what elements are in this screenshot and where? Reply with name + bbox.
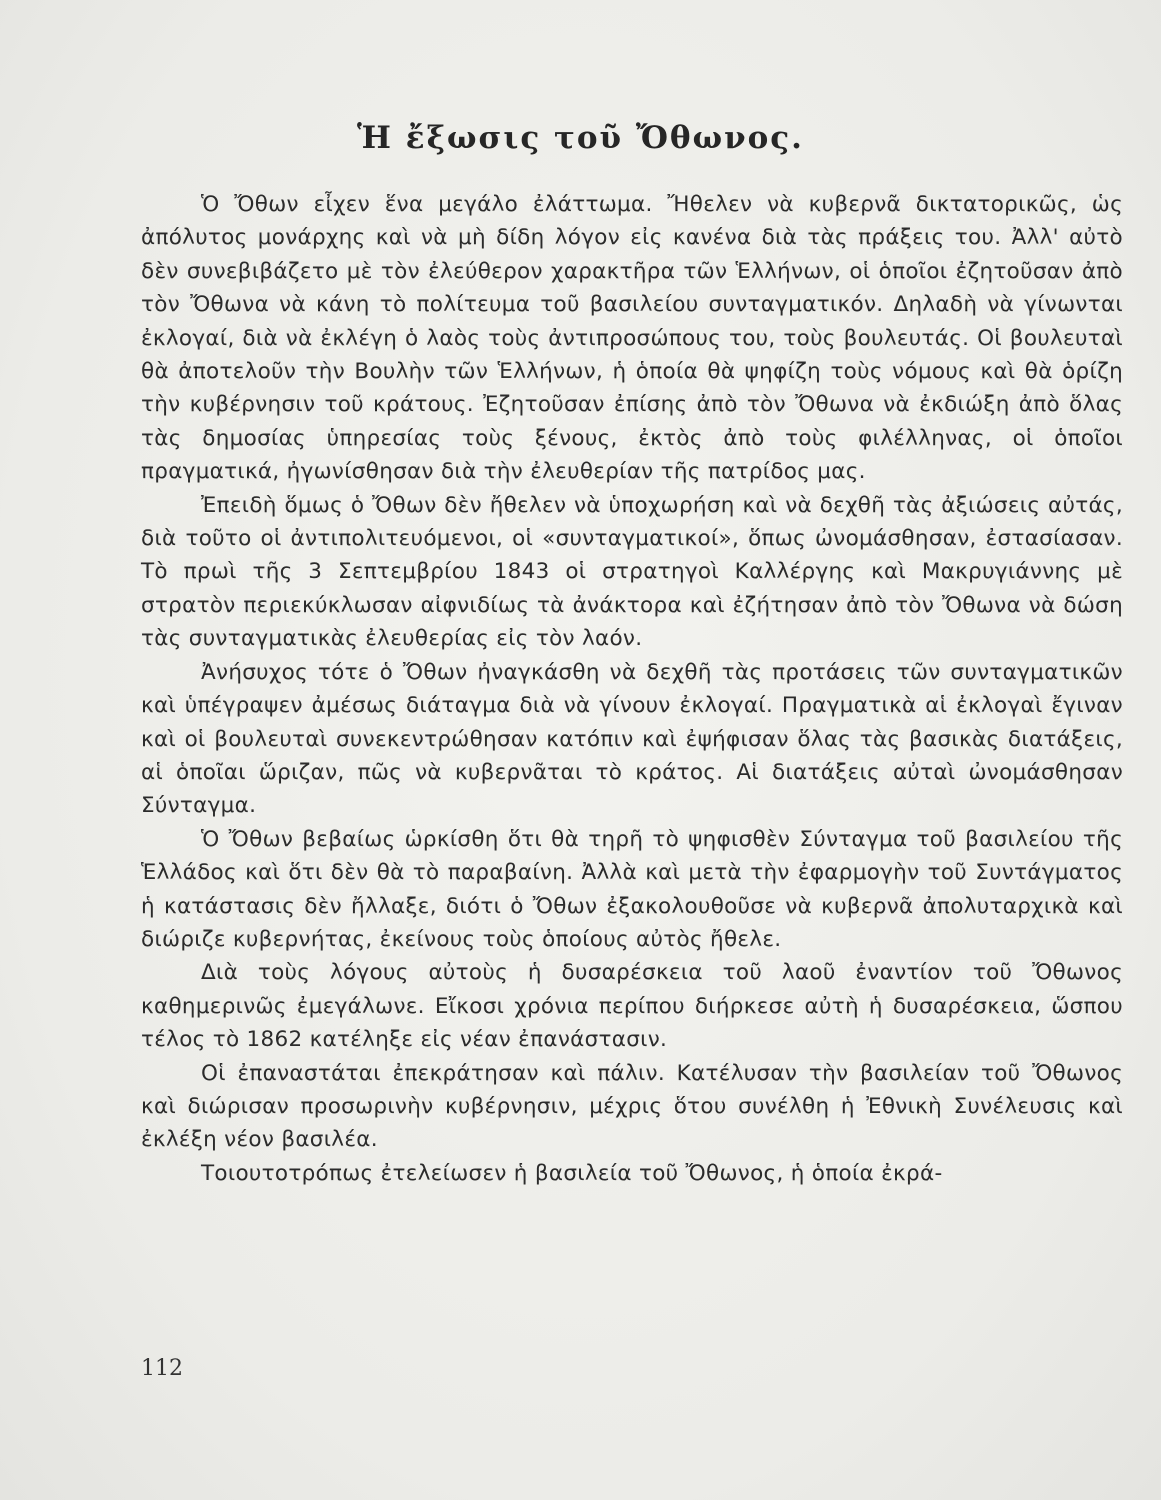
paragraph-1: Ὁ Ὄθων εἶχεν ἕνα μεγάλο ἐλάττωμα. Ἤθελεν νὰ κυβερνᾶ δικτατορικῶς, ὡς ἀπόλυτος μονάρχης καὶ νὰ μὴ δίδη λόγον εἰς κανένα διὰ τὰς πράξεις του. Ἀλλ' αὐτὸ δὲν συνεβιβάζετο μὲ τὸν ἐλεύθερον χαρακτῆρα τῶν Ἑλλήνων, οἱ ὁποῖοι ἐζητοῦσαν ἀπὸ τὸν Ὄθωνα νὰ κάνη τὸ πολίτευμα τοῦ βασιλείου συνταγματικόν. Δηλαδὴ νὰ γίνωνται ἐκλογαί, διὰ νὰ ἐκλέγη ὁ λαὸς τοὺς ἀντιπροσώπους του, τοὺς βουλευτάς. Οἱ βουλευταὶ θὰ ἀποτελοῦν τὴν Βουλὴν τῶν Ἑλλήνων, ἡ ὁποία θὰ ψηφίζη τοὺς νόμους καὶ θὰ ὁρίζη τὴν κυβέρνησιν τοῦ κράτους. Ἐζητοῦσαν ἐπίσης ἀπὸ τὸν Ὄθωνα νὰ ἐκδιώξη ἀπὸ ὅλας τὰς δημοσίας ὑπηρεσίας τοὺς ξένους, ἐκτὸς ἀπὸ τοὺς φιλέλληνας, οἱ ὁποῖοι πραγματικά, ἠγωνίσθησαν διὰ τὴν ἐλευθερίαν τῆς πατρίδος μας. [141, 192, 1123, 485]
paragraph-6: Οἱ ἐπαναστάται ἐπεκράτησαν καὶ πάλιν. Κατέλυσαν τὴν βασιλείαν τοῦ Ὄθωνος καὶ διώρισαν προσωρινὴν κυβέρνησιν, μέχρις ὅτου συνέλθη ἡ Ἐθνικὴ Συνέλευσις καὶ ἐκλέξη νέον βασιλέα. [141, 1060, 1123, 1153]
body-text [141, 188, 1123, 1190]
paragraph-3: Ἀνήσυχος τότε ὁ Ὄθων ἠναγκάσθη νὰ δεχθῆ τὰς προτάσεις τῶν συνταγματικῶν καὶ ὑπέγραψεν ἀμέσως διάταγμα διὰ νὰ γίνουν ἐκλογαί. Πραγματικὰ αἱ ἐκλογαὶ ἔγιναν καὶ οἱ βουλευταὶ συνεκεντρώθησαν κατόπιν καὶ ἐψήφισαν ὅλας τὰς βασικὰς διατάξεις, αἱ ὁποῖαι ὥριζαν, πῶς νὰ κυβερνᾶται τὸ κράτος. Αἱ διατάξεις αὐταὶ ὠνομάσθησαν Σύνταγμα. [141, 659, 1123, 819]
chapter-title: Ἡ ἔξωσις τοῦ Ὄθωνος. [357, 120, 804, 156]
paragraph-2: Ἐπειδὴ ὅμως ὁ Ὄθων δὲν ἤθελεν νὰ ὑποχωρήση καὶ νὰ δεχθῆ τὰς ἀξιώσεις αὐτάς, διὰ τοῦτο οἱ ἀντιπολιτευόμενοι, οἱ «συνταγματικοί», ὅπως ὠνομάσθησαν, ἐστασίασαν. Τὸ πρωὶ τῆς 3 Σεπτεμβρίου 1843 οἱ στρατηγοὶ Καλλέργης καὶ Μακρυγιάννης μὲ στρατὸν περιεκύκλωσαν αἰφνιδίως τὰ ἀνάκτορα καὶ ἐζήτησαν ἀπὸ τὸν Ὄθωνα νὰ δώση τὰς συνταγματικὰς ἐλευθερίας εἰς τὸν λαόν. [141, 492, 1123, 652]
page-number: 112 [141, 1356, 183, 1381]
paragraph-5: Διὰ τοὺς λόγους αὐτοὺς ἡ δυσαρέσκεια τοῦ λαοῦ ἐναντίον τοῦ Ὄθωνος καθημερινῶς ἐμεγάλωνε. Εἴκοσι χρόνια περίπου διήρκεσε αὐτὴ ἡ δυσαρέσκεια, ὥσπου τέλος τὸ 1862 κατέληξε εἰς νέαν ἐπανάστασιν. [141, 960, 1123, 1053]
paragraph-4: Ὁ Ὄθων βεβαίως ὡρκίσθη ὅτι θὰ τηρῆ τὸ ψηφισθὲν Σύνταγμα τοῦ βασιλείου τῆς Ἑλλάδος καὶ ὅτι δὲν θὰ τὸ παραβαίνη. Ἀλλὰ καὶ μετὰ τὴν ἐφαρμογὴν τοῦ Συντάγματος ἡ κατάστασις δὲν ἤλλαξε, διότι ὁ Ὄθων ἐξακολουθοῦσε νὰ κυβερνᾶ ἀπολυταρχικὰ καὶ διώριζε κυβερνήτας, ἐκείνους τοὺς ὁποίους αὐτὸς ἤθελε. [141, 826, 1123, 952]
paragraph-7: Τοιουτοτρόπως ἐτελείωσεν ἡ βασιλεία τοῦ Ὄθωνος, ἡ ὁποία ἐκρά- [201, 1160, 943, 1186]
